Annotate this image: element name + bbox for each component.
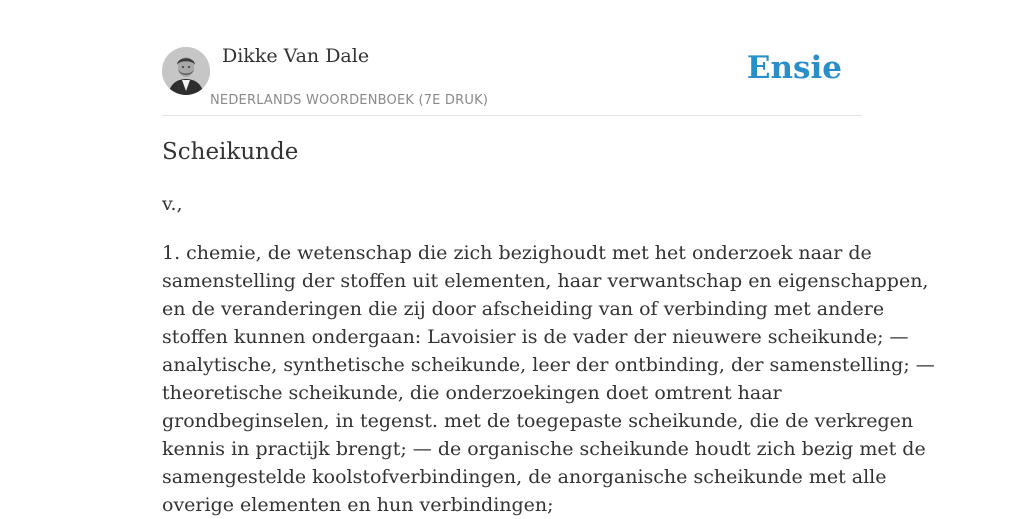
definition-line: en de veranderingen die zij door afscheiding van of verbinding met andere bbox=[162, 298, 885, 320]
entry-definition bbox=[162, 239, 935, 519]
definition-line: samengestelde koolstofverbindingen, de anorganische scheikunde met alle bbox=[162, 466, 887, 488]
definition-line: analytische, synthetische scheikunde, leer der ontbinding, der samenstelling; — bbox=[162, 354, 935, 376]
definition-line: samenstelling der stoffen uit elementen, haar verwantschap en eigenschappen, bbox=[162, 270, 929, 292]
portrait-image bbox=[162, 47, 210, 95]
author-name[interactable]: Dikke Van Dale bbox=[222, 45, 370, 67]
dictionary-page bbox=[162, 0, 935, 516]
brand-logo[interactable]: Ensie bbox=[746, 50, 842, 86]
definition-line: grondbeginselen, in tegenst. met de toegepaste scheikunde, die de verkregen bbox=[162, 410, 914, 432]
author-avatar[interactable] bbox=[162, 47, 210, 95]
entry-title: Scheikunde bbox=[162, 139, 299, 165]
definition-line: 1. chemie, de wetenschap die zich bezighoudt met het onderzoek naar de bbox=[162, 242, 872, 264]
part-of-speech: v., bbox=[162, 193, 183, 215]
page-header bbox=[162, 0, 862, 116]
definition-line: kennis in practijk brengt; — de organische scheikunde houdt zich bezig met de bbox=[162, 438, 926, 460]
definition-line: overige elementen en hun verbindingen; bbox=[162, 494, 554, 516]
source-name[interactable]: NEDERLANDS WOORDENBOEK (7E DRUK) bbox=[210, 93, 489, 108]
definition-line: stoffen kunnen ondergaan: Lavoisier is de vader der nieuwere scheikunde; — bbox=[162, 326, 909, 348]
definition-line: theoretische scheikunde, die onderzoekingen doet omtrent haar bbox=[162, 382, 782, 404]
